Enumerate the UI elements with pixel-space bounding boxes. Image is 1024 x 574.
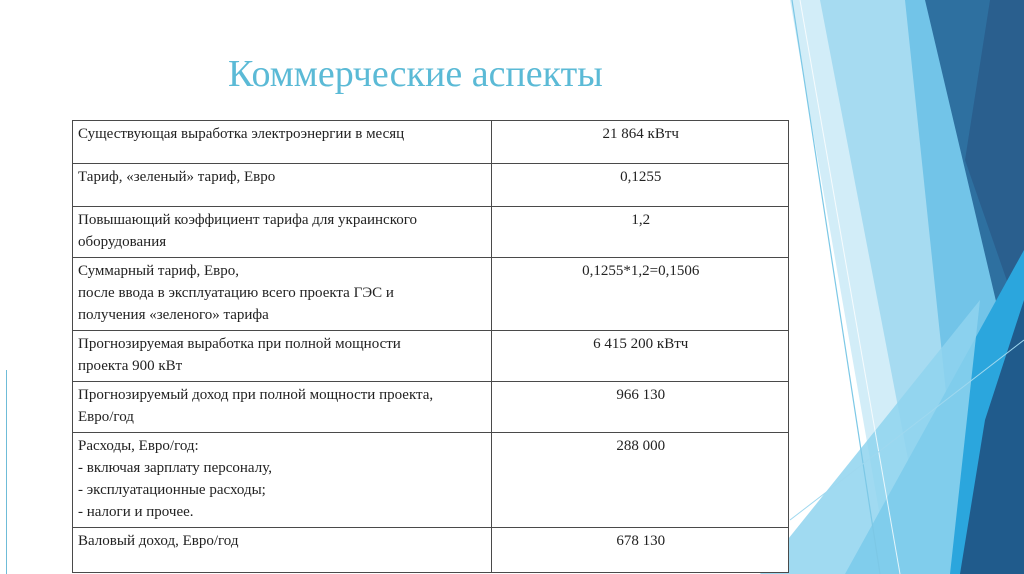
row-label-line: Прогнозируемый доход при полной мощности проекта, <box>78 387 434 403</box>
row-label-line: - налоги и прочее. <box>78 504 194 520</box>
row-label-cell <box>73 382 492 433</box>
table-body <box>73 121 789 573</box>
row-label-cell <box>73 331 492 382</box>
row-value-cell: 0,1255*1,2=0,1506 <box>492 258 789 331</box>
row-label-cell <box>73 528 492 573</box>
table-row <box>73 433 789 528</box>
commercial-aspects-table <box>72 120 789 573</box>
row-value-cell: 288 000 <box>492 433 789 528</box>
row-label-line: Тариф, «зеленый» тариф, Евро <box>78 169 276 185</box>
table-row <box>73 121 789 164</box>
row-label-line: - эксплуатационные расходы; <box>78 482 266 498</box>
row-label-cell <box>73 164 492 207</box>
row-label-cell <box>73 207 492 258</box>
table-row <box>73 164 789 207</box>
table-row <box>73 258 789 331</box>
row-label-line: Валовый доход, Евро/год <box>78 533 239 549</box>
table-row <box>73 528 789 573</box>
row-label-line: оборудования <box>78 234 167 250</box>
row-label-line: проекта 900 кВт <box>78 358 183 374</box>
row-label-cell <box>73 433 492 528</box>
row-label-line: Существующая выработка электроэнергии в месяц <box>78 126 405 142</box>
row-value-cell: 966 130 <box>492 382 789 433</box>
row-label-line: Прогнозируемая выработка при полной мощности <box>78 336 401 352</box>
row-label-line: - включая зарплату персоналу, <box>78 460 272 476</box>
row-label-cell <box>73 258 492 331</box>
row-label-line: Евро/год <box>78 409 134 425</box>
slide-title: Коммерческие аспекты <box>228 53 603 95</box>
table-row <box>73 331 789 382</box>
row-label-line: Расходы, Евро/год: <box>78 438 199 454</box>
row-value-cell: 21 864 кВтч <box>492 121 789 164</box>
row-value-cell: 1,2 <box>492 207 789 258</box>
table-row <box>73 207 789 258</box>
row-value-cell: 6 415 200 кВтч <box>492 331 789 382</box>
table-row <box>73 382 789 433</box>
row-label-line: Повышающий коэффициент тарифа для украинского <box>78 212 418 228</box>
row-label-line: получения «зеленого» тарифа <box>78 307 269 323</box>
row-label-line: после ввода в эксплуатацию всего проекта ГЭС и <box>78 285 394 301</box>
row-label-line: Суммарный тариф, Евро, <box>78 263 239 279</box>
row-value-cell: 0,1255 <box>492 164 789 207</box>
row-value-cell: 678 130 <box>492 528 789 573</box>
row-label-cell <box>73 121 492 164</box>
